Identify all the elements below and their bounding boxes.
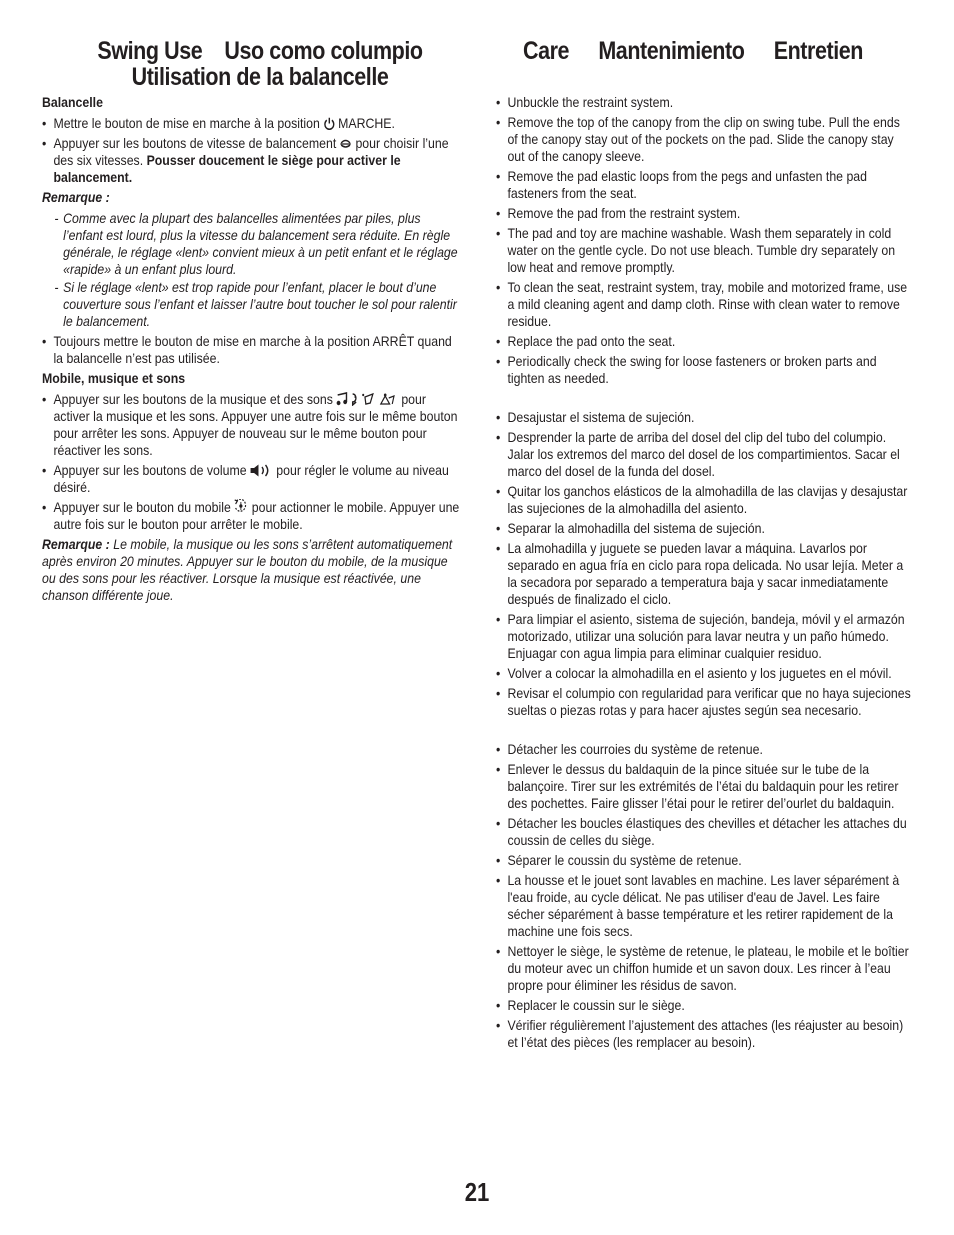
list-item: • Remove the pad from the restraint system. <box>496 205 911 222</box>
list-item: • Vérifier régulièrement l’ajustement des attaches (les réajuster au besoin) et l’état des pièces (les remplacer au besoin). <box>496 1017 911 1051</box>
list-item: • Quitar los ganchos elásticos de la almohadilla de las clavijas y desajustar las sujeciones de la almohadilla del asiento. <box>496 483 911 517</box>
care-list-spanish <box>496 409 911 719</box>
list-item: • Unbuckle the restraint system. <box>496 94 911 111</box>
list-item: • Remove the top of the canopy from the clip on swing tube. Pull the ends of the canopy stay out of the pockets on the pad. Slide the canopy stay out of the canopy sleeve. <box>496 114 911 165</box>
balancelle-list <box>42 115 460 186</box>
balancelle-list-2 <box>42 333 460 367</box>
list-item: • The pad and toy are machine washable. Wash them separately in cold water on the gentle cycle. Do not use bleach. Tumble dry separately on low heat and remove promptly. <box>496 225 911 276</box>
list-item: • La housse et le jouet sont lavables en machine. Les laver séparément à l'eau froide, au cycle délicat. Ne pas utiliser d'eau de Javel. Les faire sécher séparément à basse température et les retirer rapidement de la machine une fois secs. <box>496 872 911 940</box>
list-item: • Desajustar el sistema de sujeción. <box>496 409 911 426</box>
page-number: 21 <box>464 1177 490 1207</box>
list-item: • To clean the seat, restraint system, tray, mobile and motorized frame, use a mild cleaning agent and damp cloth. Rinse with clean water to remove residue. <box>496 279 911 330</box>
list-item: • Desprender la parte de arriba del dosel del clip del tubo del columpio. Jalar los extremos del marco del dosel de los compartimientos. Sacar el marco del dosel de la funda del dosel. <box>496 429 911 480</box>
title-entretien: Entretien <box>773 37 864 65</box>
list-item: • Separar la almohadilla del sistema de sujeción. <box>496 520 911 537</box>
care-list-english <box>496 94 911 387</box>
remark-note-text: Le mobile, la musique ou les sons s’arrêtent automatiquement après environ 20 minutes. Appuyer sur le bouton du mobile, de la musique ou des sons pour les réactiver. Lorsque la musique est réactivée, une chanson différente joue. <box>42 536 453 603</box>
remark-note-label: Remarque : <box>42 536 110 552</box>
title-line-2: Utilisation de la balancelle <box>131 63 389 91</box>
list-item: • Volver a colocar la almohadilla en el asiento y los juguetes en el móvil. <box>496 665 911 682</box>
list-item: • Détacher les boucles élastiques des chevilles et détacher les attaches du coussin de celles du siège. <box>496 815 911 849</box>
list-item: • Replace the pad onto the seat. <box>496 333 911 350</box>
mobile-list <box>42 391 460 533</box>
list-item: • Toujours mettre le bouton de mise en marche à la position ARRÊT quand la balancelle n’est pas utilisée. <box>42 333 460 367</box>
list-item: • Remove the pad elastic loops from the pegs and unfasten the pad fasteners from the seat. <box>496 168 911 202</box>
list-item: • Periodically check the swing for loose fasteners or broken parts and tighten as needed. <box>496 353 911 387</box>
list-item: • Revisar el columpio con regularidad para verificar que no haya sujeciones sueltas o piezas rotas y para hacer ajustes según sea necesario. <box>496 685 911 719</box>
volume-icon <box>250 464 273 477</box>
remark-note <box>42 536 460 604</box>
title-mantenimiento: Mantenimiento <box>598 37 745 65</box>
care-list-french <box>496 741 911 1051</box>
list-item: • Séparer le coussin du système de retenue. <box>496 852 911 869</box>
list-item: • La almohadilla y juguete se pueden lavar a máquina. Lavarlos por separado en agua fría en ciclo para ropa delicada. No usar lejía. Meter a la secadora por separado a temperatura baja y sacar inmediatamente después de finalizado el ciclo. <box>496 540 911 608</box>
title-line-1: Swing Use Uso como columpio <box>97 37 423 65</box>
swing-speed-icon <box>340 137 352 150</box>
music-sounds-icons <box>336 392 398 406</box>
list-item: • Para limpiar el asiento, sistema de sujeción, bandeja, móvil y el armazón motorizado, utilizar una solución para lavar neutra y un paño húmedo. Enjuagar con agua limpia para eliminar cualquier residuo. <box>496 611 911 662</box>
list-item: • Détacher les courroies du système de retenue. <box>496 741 911 758</box>
list-item: • Nettoyer le siège, le système de retenue, le plateau, le mobile et le boîtier du moteur avec un chiffon humide et un savon doux. Les rincer à l’eau propre pour éliminer les résidus de savon. <box>496 943 911 994</box>
right-body <box>496 94 911 1054</box>
list-item: • Appuyer sur les boutons de volume pour régler le volume au niveau désiré. <box>42 462 460 496</box>
left-body <box>42 94 460 604</box>
remark-item: - Comme avec la plupart des balancelles alimentées par piles, plus l’enfant est lourd, plus la vitesse du balancement sera réduite. En règle générale, le réglage «lent» convient mieux à un petit enfant et le réglage «rapide» à un enfant plus lourd. <box>54 210 458 277</box>
page-title-swing-use <box>71 38 449 90</box>
list-item: • Mettre le bouton de mise en marche à la position MARCHE. <box>42 115 460 132</box>
list-item: • Appuyer sur les boutons de la musique et des sons pour activer la musique et les sons. Appuyer une autre fois sur le même bouton pour arrêter les sons. Appuyer de nouveau sur le même bouton pour réactiver les sons. <box>42 391 460 459</box>
balancelle-heading: Balancelle <box>42 94 103 110</box>
list-item: • Appuyer sur le bouton du mobile pour actionner le mobile. Appuyer une autre fois sur le bouton pour arrêter le mobile. <box>42 499 460 533</box>
mobile-icon <box>234 499 248 514</box>
page-title-care <box>523 38 910 64</box>
list-item: • Enlever le dessus du baldaquin de la pince située sur le tube de la balançoire. Tirer sur les extrémités de l’étai du baldaquin pour les retirer des pochettes. Faire glisser l’étai pour le retirer del’ourlet du baldaquin. <box>496 761 911 812</box>
remark-item: - Si le réglage «lent» est trop rapide pour l’enfant, placer le bout d’une couverture sous l’enfant et laisser l’autre bout toucher le sol pour ralentir le balancement. <box>54 279 457 329</box>
list-item: • Replacer le coussin sur le siège. <box>496 997 911 1014</box>
list-item: • Appuyer sur les boutons de vitesse de balancement pour choisir l’une des six vitesses. Pousser doucement le siège pour activer le balancement. <box>42 135 460 186</box>
mobile-heading: Mobile, musique et sons <box>42 370 186 386</box>
remark-label: Remarque : <box>42 189 110 205</box>
title-care: Care <box>523 37 570 65</box>
power-icon <box>323 117 334 130</box>
